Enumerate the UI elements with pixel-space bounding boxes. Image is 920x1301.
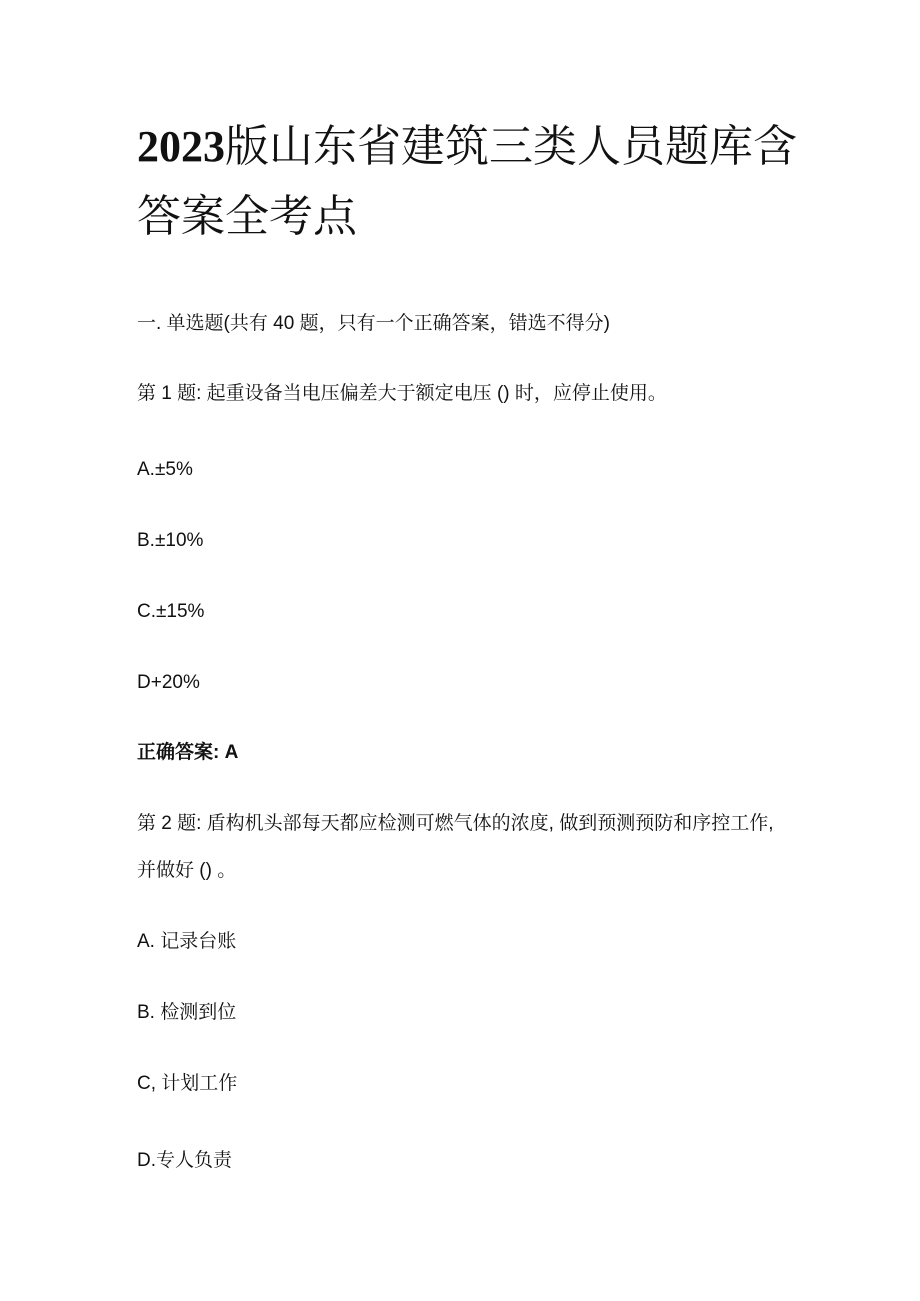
section-heading: 一. 单选题(共有 40 题，只有一个正确答案，错选不得分) <box>137 313 610 334</box>
question-1-option-b: B.±10% <box>137 530 204 551</box>
question-2-option-a: A. 记录台账 <box>137 931 237 952</box>
question-1-answer: 正确答案: A <box>137 742 239 763</box>
question-1-option-d: D+20% <box>137 672 200 693</box>
question-2-stem: 第 2 题: 盾构机头部每天都应检测可燃气体的浓度, 做到预测预防和序控工作, 并做好 () 。 <box>137 813 774 881</box>
question-1-option-a: A.±5% <box>137 459 193 480</box>
question-2-option-d: D.专人负责 <box>137 1150 233 1171</box>
question-2-option-c: C, 计划工作 <box>137 1073 238 1094</box>
document-title <box>137 112 797 252</box>
question-1-option-c: C.±15% <box>137 601 205 622</box>
question-2-option-b: B. 检测到位 <box>137 1002 237 1023</box>
title-year: 2023 <box>137 122 225 171</box>
title-text: 版山东省建筑三类人员题库含答案全考点 <box>137 122 797 241</box>
question-1-stem: 第 1 题: 起重设备当电压偏差大于额定电压 () 时，应停止使用。 <box>137 383 667 404</box>
